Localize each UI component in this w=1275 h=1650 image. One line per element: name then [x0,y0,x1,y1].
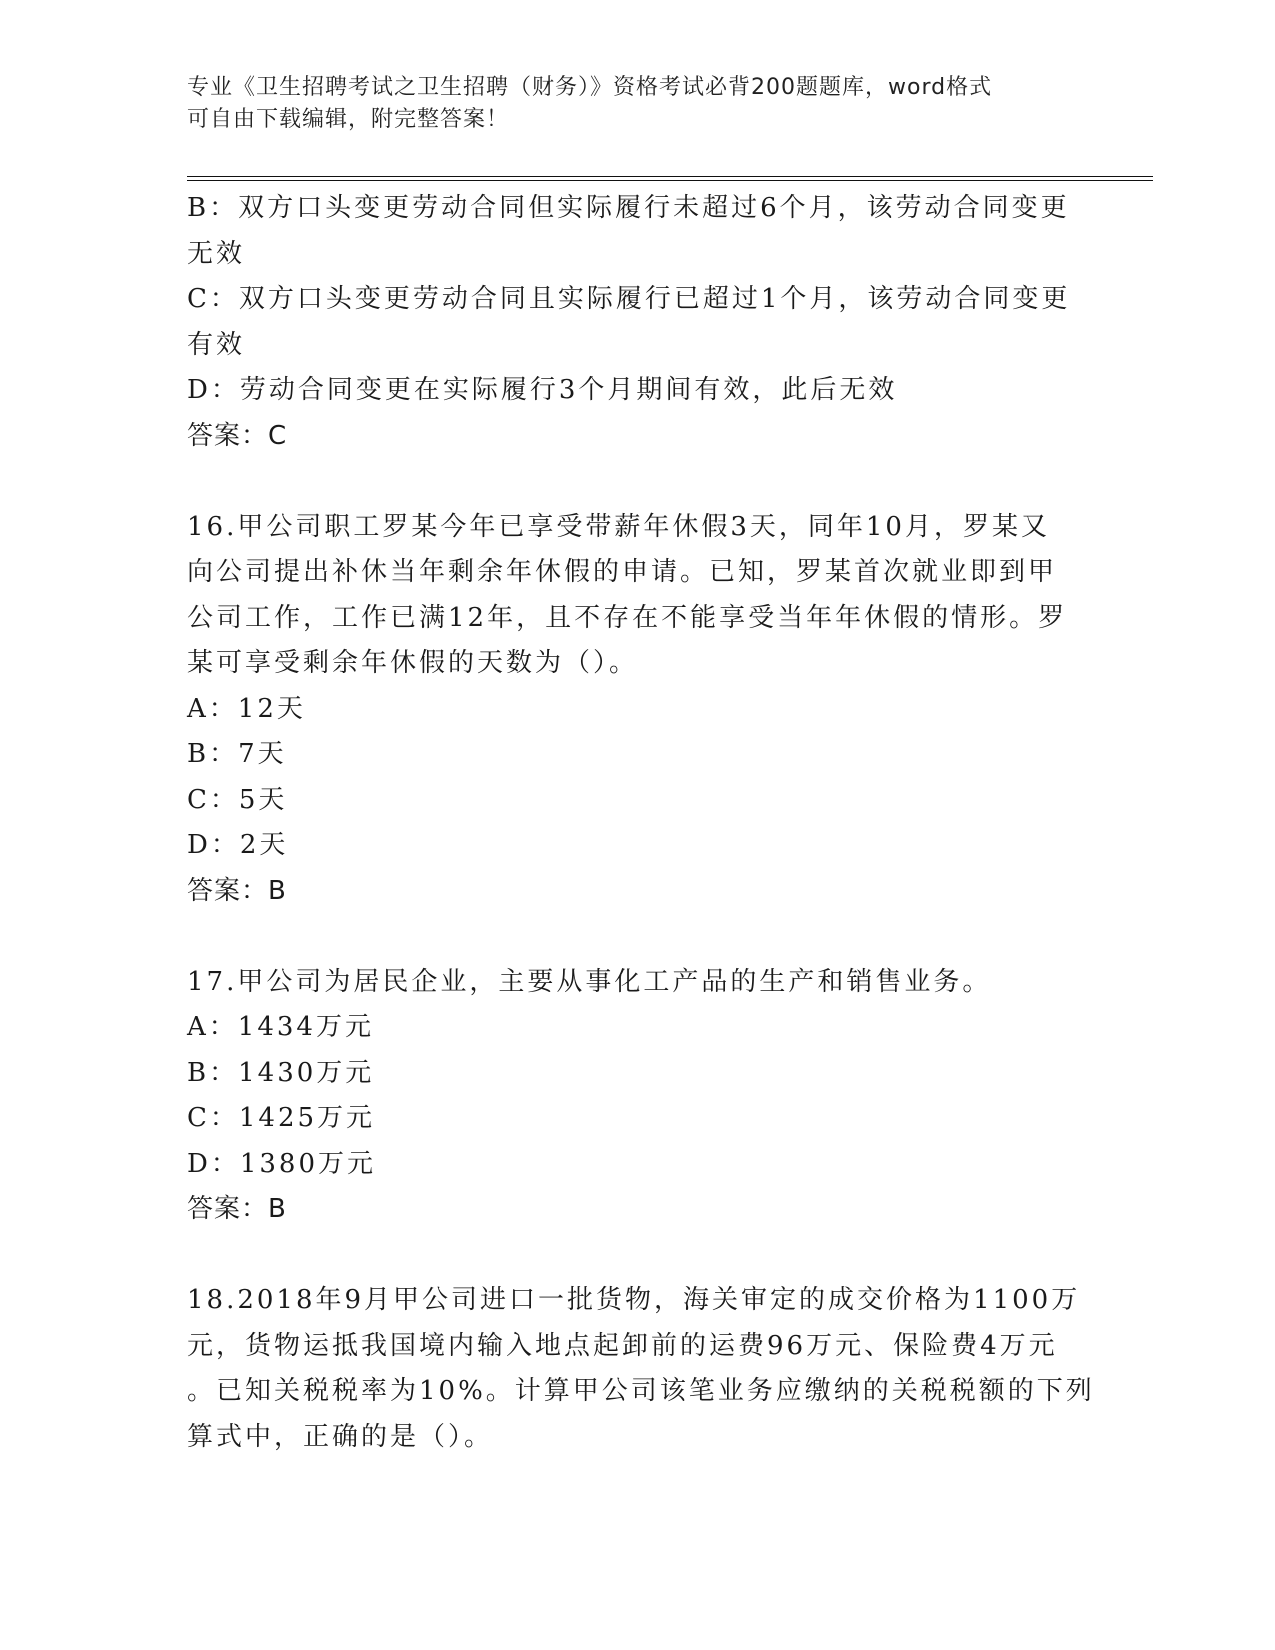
header-title-line-1: 专业《卫生招聘考试之卫生招聘（财务）》资格考试必背200题题库，word格式 [187,75,993,100]
q16-answer: 答案：B [187,875,287,906]
question-17-block [187,960,1087,1233]
q15-option-c-line-2: 有效 [187,329,246,360]
q16-option-c: C：5天 [187,784,288,815]
q18-stem-line-4: 算式中，正确的是（）。 [187,1421,494,1452]
q16-stem-line-2: 向公司提出补休当年剩余年休假的申请。已知，罗某首次就业即到甲 [187,557,1058,587]
q17-stem-line-1: 17.甲公司为居民企业，主要从事化工产品的生产和销售业务。 [187,966,992,997]
q15-option-b-line-1: B：双方口头变更劳动合同但实际履行未超过6个月，该劳动合同变更 [187,193,1070,223]
q16-stem-line-3: 公司工作，工作已满12年，且不存在不能享受当年年休假的情形。罗 [187,602,1068,633]
q16-option-b: B：7天 [187,739,287,769]
header-divider [187,176,1153,181]
q15-option-c-line-1: C：双方口头变更劳动合同且实际履行已超过1个月，该劳动合同变更 [187,284,1071,314]
q18-stem-line-3: 。已知关税税率为10%。计算甲公司该笔业务应缴纳的关税税额的下列 [187,1376,1095,1406]
q16-stem-line-4: 某可享受剩余年休假的天数为（）。 [187,648,639,678]
q18-stem-line-2: 元，货物运抵我国境内输入地点起卸前的运费96万元、保险费4万元 [187,1330,1058,1361]
q15-option-d: D：劳动合同变更在实际履行3个月期间有效，此后无效 [187,375,898,405]
spacer [187,459,1087,505]
spacer [187,1233,1087,1279]
q17-option-d: D：1380万元 [187,1148,377,1179]
q15-answer: 答案：C [187,420,288,451]
q16-stem-line-1: 16.甲公司职工罗某今年已享受带薪年休假3天，同年10月，罗某又 [187,511,1050,542]
spacer [187,914,1087,960]
header-title-line-2: 可自由下载编辑，附完整答案！ [187,107,510,132]
q17-option-a: A：1434万元 [187,1012,374,1042]
question-18-block [187,1278,1095,1460]
question-16-block [187,505,1087,915]
document-body [187,186,1095,1460]
q16-option-d: D：2天 [187,830,289,860]
page-header [187,72,1067,136]
q17-option-c: C：1425万元 [187,1103,376,1133]
q16-option-a: A：12天 [187,693,306,724]
q17-option-b: B：1430万元 [187,1057,375,1088]
q18-stem-line-1: 18.2018年9月甲公司进口一批货物，海关审定的成交价格为1100万 [187,1285,1081,1315]
question-15-block [187,186,1087,459]
q17-answer: 答案：B [187,1194,287,1224]
q15-option-b-line-2: 无效 [187,238,246,269]
